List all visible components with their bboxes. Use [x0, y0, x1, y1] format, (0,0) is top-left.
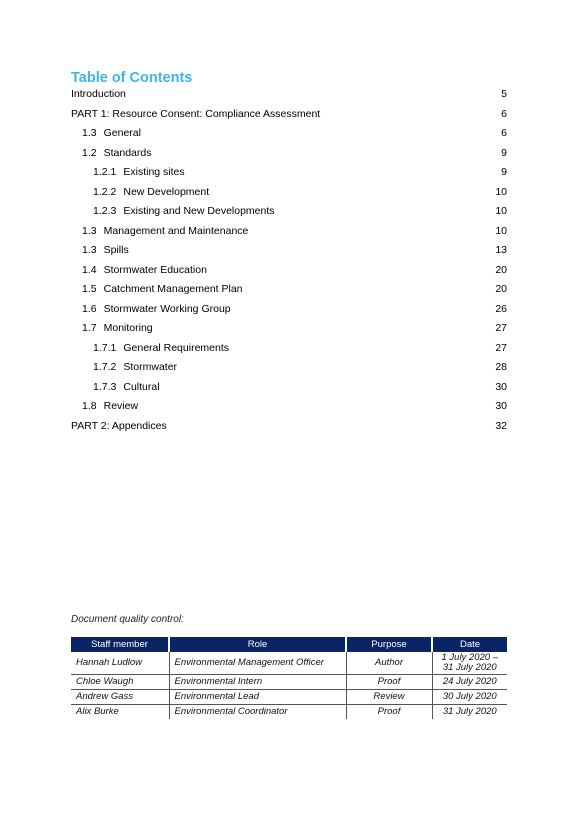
table-row	[71, 689, 507, 704]
toc-entry-number: 1.3	[82, 244, 97, 256]
toc-entry[interactable]	[71, 342, 507, 362]
table-row	[71, 652, 507, 674]
toc-entry-page: 30	[495, 380, 507, 393]
header-date: Date	[432, 637, 507, 652]
cell-date: 30 July 2020	[432, 689, 507, 704]
toc-entry-title: Stormwater Working Group	[103, 302, 231, 315]
header-purpose: Purpose	[346, 637, 432, 652]
cell-purpose: Author	[346, 652, 432, 674]
toc-entry-title: Existing sites	[123, 166, 185, 178]
toc-entry-title: Introduction	[71, 88, 126, 100]
toc-entry[interactable]	[71, 244, 507, 264]
toc-entry-number: 1.7.3	[93, 380, 117, 393]
toc-entry-number: 1.8	[82, 400, 97, 412]
toc-entry-number: 1.2.3	[93, 205, 117, 217]
cell-staff: Chloe Waugh	[71, 674, 169, 689]
toc-entry-number: 1.3	[82, 127, 97, 139]
toc-entry[interactable]	[71, 225, 507, 245]
toc-entry-page: 27	[495, 322, 507, 334]
toc-entry-page: 6	[501, 107, 507, 120]
quality-control-table	[71, 637, 507, 719]
toc-entry-number: 1.3	[82, 224, 97, 237]
cell-role: Environmental Coordinator	[169, 704, 346, 719]
cell-staff: Andrew Gass	[71, 689, 169, 704]
toc-entry-title: PART 2: Appendices	[71, 419, 167, 432]
toc-entry[interactable]	[71, 303, 507, 323]
toc-entry-title: PART 1: Resource Consent: Compliance Assessment	[71, 107, 321, 120]
toc-entry-title: New Development	[123, 185, 210, 198]
toc-entry-number: 1.2.2	[93, 185, 117, 198]
toc-entry[interactable]	[71, 88, 507, 108]
cell-date-line1: 1 July 2020 –	[441, 651, 498, 663]
toc-entry-number: 1.7.2	[93, 361, 117, 373]
toc-entry-number: 1.2.1	[93, 166, 117, 178]
toc-entry-title: Stormwater	[123, 361, 178, 373]
toc-entry-number: 1.4	[82, 263, 97, 276]
toc-entry-page: 30	[495, 400, 507, 412]
toc-entry-page: 26	[495, 302, 507, 315]
toc-entry[interactable]	[71, 127, 507, 147]
toc-list	[71, 88, 507, 439]
toc-entry[interactable]	[71, 322, 507, 342]
toc-entry-number: 1.2	[82, 146, 97, 159]
toc-entry-page: 9	[501, 146, 507, 159]
toc-entry-page: 28	[495, 361, 507, 373]
toc-entry[interactable]	[71, 381, 507, 401]
toc-entry[interactable]	[71, 166, 507, 186]
toc-entry[interactable]	[71, 264, 507, 284]
table-header-row	[71, 637, 507, 652]
quality-control-caption: Document quality control:	[71, 614, 184, 625]
toc-entry[interactable]	[71, 283, 507, 303]
toc-entry-title: Monitoring	[103, 322, 153, 334]
toc-entry-page: 20	[495, 283, 507, 295]
toc-entry-title: Management and Maintenance	[103, 224, 249, 237]
toc-entry[interactable]	[71, 147, 507, 167]
cell-date: 31 July 2020	[442, 706, 497, 718]
toc-entry-number: 1.7.1	[93, 341, 117, 354]
cell-staff: Hannah Ludlow	[71, 652, 169, 674]
table-row	[71, 704, 507, 719]
toc-entry-page: 9	[501, 166, 507, 178]
toc-entry-page: 10	[495, 185, 507, 198]
toc-entry[interactable]	[71, 108, 507, 128]
table-row	[71, 674, 507, 689]
toc-entry-page: 27	[495, 341, 507, 354]
toc-title: Table of Contents	[71, 70, 193, 86]
toc-entry-page: 10	[495, 224, 507, 237]
cell-staff: Alix Burke	[71, 704, 169, 719]
toc-entry-number: 1.6	[82, 302, 97, 315]
toc-entry-number: 1.7	[82, 322, 97, 334]
toc-entry-title: Existing and New Developments	[123, 205, 275, 217]
header-staff-member: Staff member	[71, 637, 169, 652]
toc-entry[interactable]	[71, 361, 507, 381]
toc-entry-title: Stormwater Education	[103, 263, 207, 276]
toc-entry-page: 32	[495, 419, 507, 432]
toc-entry-title: Cultural	[123, 380, 160, 393]
toc-entry-number: 1.5	[82, 283, 97, 295]
cell-role: Environmental Management Officer	[169, 652, 346, 674]
cell-purpose: Proof	[346, 704, 432, 719]
toc-entry[interactable]	[71, 205, 507, 225]
toc-entry-page: 20	[495, 263, 507, 276]
cell-purpose: Review	[346, 689, 432, 704]
toc-entry[interactable]	[71, 420, 507, 440]
toc-entry-page: 5	[501, 88, 507, 100]
toc-entry-title: Spills	[103, 244, 129, 256]
cell-purpose: Proof	[346, 674, 432, 689]
cell-date: 24 July 2020	[432, 674, 507, 689]
toc-entry-title: General	[103, 127, 141, 139]
toc-entry-title: Catchment Management Plan	[103, 283, 243, 295]
toc-entry-title: Standards	[103, 146, 152, 159]
toc-entry[interactable]	[71, 186, 507, 206]
toc-entry-page: 6	[501, 127, 507, 139]
toc-entry-title: Review	[103, 400, 139, 412]
toc-entry-title: General Requirements	[123, 341, 229, 354]
cell-date	[432, 652, 507, 674]
toc-entry-page: 13	[495, 244, 507, 256]
cell-date-line2: 31 July 2020	[442, 661, 497, 673]
cell-role: Environmental Lead	[169, 689, 346, 704]
cell-role: Environmental Intern	[169, 674, 346, 689]
toc-entry[interactable]	[71, 400, 507, 420]
toc-entry-page: 10	[495, 205, 507, 217]
header-role: Role	[169, 637, 346, 652]
